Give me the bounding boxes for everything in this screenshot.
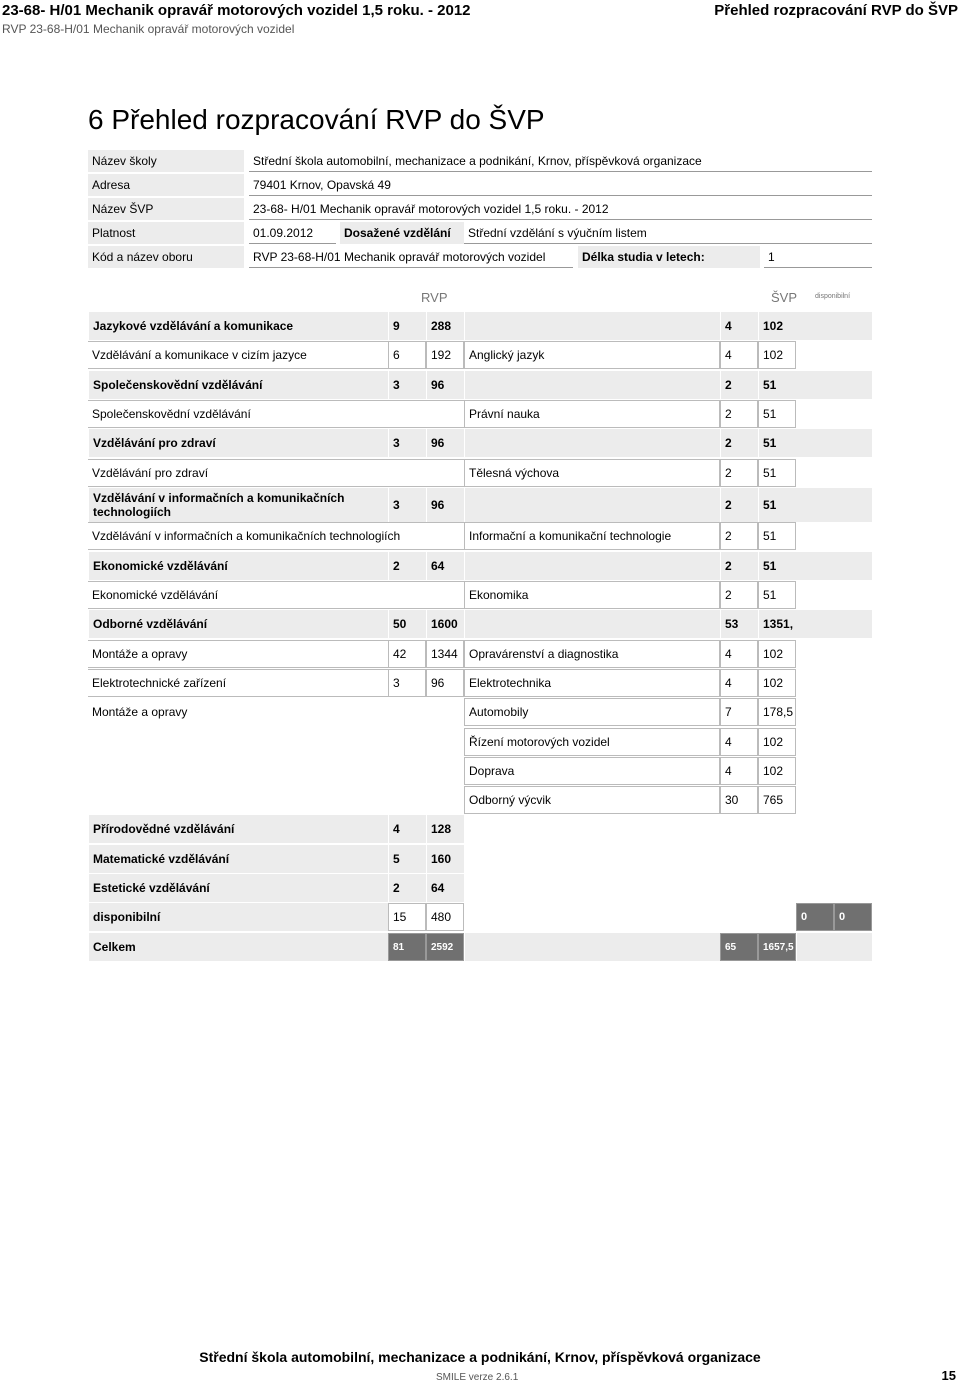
- svp-hours: 102: [758, 669, 796, 697]
- rvp-hours: 480: [426, 903, 464, 931]
- svp-hours: 102: [758, 757, 796, 785]
- table-row-area: Elektrotechnické zařízení: [92, 676, 227, 690]
- total-label: Celkem: [88, 933, 388, 961]
- rvp-header: RVP: [421, 290, 448, 305]
- subject-name: Řízení motorových vozidel: [464, 728, 720, 756]
- rvp-hours: 64: [426, 552, 464, 580]
- validity-value: 01.09.2012: [249, 222, 336, 244]
- svp-hours: 51: [758, 488, 872, 522]
- rvp-periods: 3: [388, 488, 426, 522]
- table-row-area: Montáže a opravy: [92, 647, 188, 661]
- svp-hours: 102: [758, 640, 796, 668]
- rvp-periods: 6: [388, 341, 426, 369]
- rvp-hours: 128: [426, 815, 464, 843]
- section-title: Přehled rozpracování RVP do ŠVP: [714, 2, 958, 19]
- document-title: 23-68- H/01 Mechanik opravář motorových vozidel 1,5 roku. - 2012: [2, 2, 471, 19]
- school-label: Název školy: [88, 150, 244, 172]
- edu-value: Střední vzdělání s výučním listem: [464, 222, 872, 244]
- svp-periods: 4: [720, 341, 758, 369]
- svp-periods: 2: [720, 429, 758, 457]
- rvp-hours: 160: [426, 845, 464, 873]
- svp-periods: 4: [720, 669, 758, 697]
- svp-periods: 4: [720, 728, 758, 756]
- table-row-area: Odborné vzdělávání: [88, 610, 388, 638]
- svp-periods: 7: [720, 698, 758, 726]
- rvp-hours: 96: [426, 429, 464, 457]
- rvp-hours: 96: [426, 669, 464, 697]
- subject-name: Automobily: [464, 698, 720, 726]
- table-row-area: Jazykové vzdělávání a komunikace: [88, 312, 388, 340]
- table-row-area: Vzdělávání a komunikace v cizím jazyce: [92, 348, 307, 362]
- page-heading: 6 Přehled rozpracování RVP do ŠVP: [88, 104, 545, 135]
- code-label: Kód a název oboru: [88, 246, 244, 268]
- rvp-hours: 96: [426, 371, 464, 399]
- subject-name: Ekonomika: [464, 581, 720, 609]
- info-row-validity: [88, 222, 872, 245]
- rvp-periods: 5: [388, 845, 426, 873]
- edu-label: Dosažené vzdělání: [340, 222, 464, 244]
- rvp-periods: 50: [388, 610, 426, 638]
- svp-header: ŠVP: [771, 290, 798, 305]
- svp-periods: 4: [720, 312, 758, 340]
- length-label: Délka studia v letech:: [578, 246, 760, 268]
- table-row-area: Vzdělávání v informačních a komunikačních technologiích: [88, 488, 388, 522]
- svp-periods: 2: [720, 581, 758, 609]
- svp-hours: 1351,: [758, 610, 872, 638]
- svp-label: Název ŠVP: [88, 198, 244, 220]
- subject-cell-empty: [464, 429, 720, 457]
- subject-name: Informační a komunikační technologie: [464, 522, 720, 550]
- disp-hours: 0: [834, 903, 872, 931]
- table-row-area: Matematické vzdělávání: [88, 845, 388, 873]
- rvp-periods: 2: [388, 552, 426, 580]
- svp-periods: 2: [720, 522, 758, 550]
- page-number: 15: [941, 1368, 956, 1383]
- rvp-periods: 3: [388, 429, 426, 457]
- rvp-hours: 1600: [426, 610, 464, 638]
- rvp-hours: 288: [426, 312, 464, 340]
- code-value: RVP 23-68-H/01 Mechanik opravář motorových vozidel: [249, 246, 573, 268]
- address-value: 79401 Krnov, Opavská 49: [249, 174, 872, 196]
- rvp-hours: 1344: [426, 640, 464, 668]
- subject-name: Opravárenství a diagnostika: [464, 640, 720, 668]
- table-row-area: Ekonomické vzdělávání: [88, 552, 388, 580]
- subject-cell-empty: [464, 610, 720, 638]
- table-row-area: Vzdělávání pro zdraví: [92, 466, 209, 480]
- subject-cell-empty: [464, 933, 720, 961]
- svp-periods: 4: [720, 640, 758, 668]
- svp-periods: 2: [720, 552, 758, 580]
- subject-name: Tělesná výchova: [464, 459, 720, 487]
- total-svp-periods: 65: [720, 933, 758, 961]
- svp-hours: 102: [758, 312, 872, 340]
- svp-hours: 51: [758, 459, 796, 487]
- svp-hours: 765: [758, 786, 796, 814]
- info-row-svp: [88, 198, 872, 221]
- svp-hours: 51: [758, 429, 872, 457]
- subject-cell-empty: [464, 371, 720, 399]
- rvp-hours: 64: [426, 874, 464, 902]
- svp-periods: 2: [720, 400, 758, 428]
- svp-periods: 2: [720, 488, 758, 522]
- table-row-area: disponibilní: [88, 903, 388, 931]
- rvp-periods: 15: [388, 903, 426, 931]
- svp-hours: 51: [758, 371, 872, 399]
- address-label: Adresa: [88, 174, 244, 196]
- svp-hours: 178,5: [758, 698, 796, 726]
- rvp-hours: 192: [426, 341, 464, 369]
- table-row-area: Vzdělávání pro zdraví: [88, 429, 388, 457]
- info-row-address: [88, 174, 872, 197]
- total-svp-hours: 1657,5: [758, 933, 796, 961]
- disp-cell-empty: [796, 933, 872, 961]
- subject-name: Doprava: [464, 757, 720, 785]
- subject-cell-empty: [464, 552, 720, 580]
- rvp-periods: 2: [388, 874, 426, 902]
- document-subtitle: RVP 23-68-H/01 Mechanik opravář motorových vozidel: [2, 22, 295, 36]
- subject-cell-empty: [464, 488, 720, 522]
- svp-periods: 2: [720, 459, 758, 487]
- svp-periods: 53: [720, 610, 758, 638]
- info-row-school: [88, 150, 872, 173]
- svp-hours: 51: [758, 552, 872, 580]
- info-row-code: [88, 246, 872, 269]
- validity-label: Platnost: [88, 222, 244, 244]
- rvp-periods: 3: [388, 669, 426, 697]
- rvp-periods: 3: [388, 371, 426, 399]
- table-row-area: Společenskovědní vzdělávání: [88, 371, 388, 399]
- footer-organization: Střední škola automobilní, mechanizace a podnikání, Krnov, příspěvková organizace: [199, 1349, 761, 1365]
- subject-name: Odborný výcvik: [464, 786, 720, 814]
- table-row-area: Montáže a opravy: [92, 705, 188, 719]
- svp-value: 23-68- H/01 Mechanik opravář motorových vozidel 1,5 roku. - 2012: [249, 198, 872, 220]
- table-row-area: Přírodovědné vzdělávání: [88, 815, 388, 843]
- total-rvp-periods: 81: [388, 933, 426, 961]
- rvp-hours: 96: [426, 488, 464, 522]
- rvp-periods: 4: [388, 815, 426, 843]
- table-row-area: Vzdělávání v informačních a komunikačních technologiích: [92, 529, 401, 543]
- school-value: Střední škola automobilní, mechanizace a podnikání, Krnov, příspěvková organizace: [249, 150, 872, 172]
- table-row-area: Společenskovědní vzdělávání: [92, 407, 251, 421]
- svp-periods: 2: [720, 371, 758, 399]
- svp-periods: 30: [720, 786, 758, 814]
- software-version: SMILE verze 2.6.1: [436, 1372, 519, 1383]
- subject-name: Právní nauka: [464, 400, 720, 428]
- rvp-periods: 9: [388, 312, 426, 340]
- disp-header: disponibilní: [815, 293, 851, 300]
- svp-hours: 102: [758, 341, 796, 369]
- disp-periods: 0: [796, 903, 834, 931]
- svp-hours: 51: [758, 400, 796, 428]
- svp-periods: 4: [720, 757, 758, 785]
- table-row-area: Ekonomické vzdělávání: [92, 588, 219, 602]
- subject-name: Elektrotechnika: [464, 669, 720, 697]
- length-value: 1: [764, 246, 872, 268]
- svp-hours: 51: [758, 522, 796, 550]
- svp-hours: 102: [758, 728, 796, 756]
- table-row-area: Estetické vzdělávání: [88, 874, 388, 902]
- rvp-periods: 42: [388, 640, 426, 668]
- subject-name: Anglický jazyk: [464, 341, 720, 369]
- subject-cell-empty: [464, 312, 720, 340]
- total-rvp-hours: 2592: [426, 933, 464, 961]
- svp-hours: 51: [758, 581, 796, 609]
